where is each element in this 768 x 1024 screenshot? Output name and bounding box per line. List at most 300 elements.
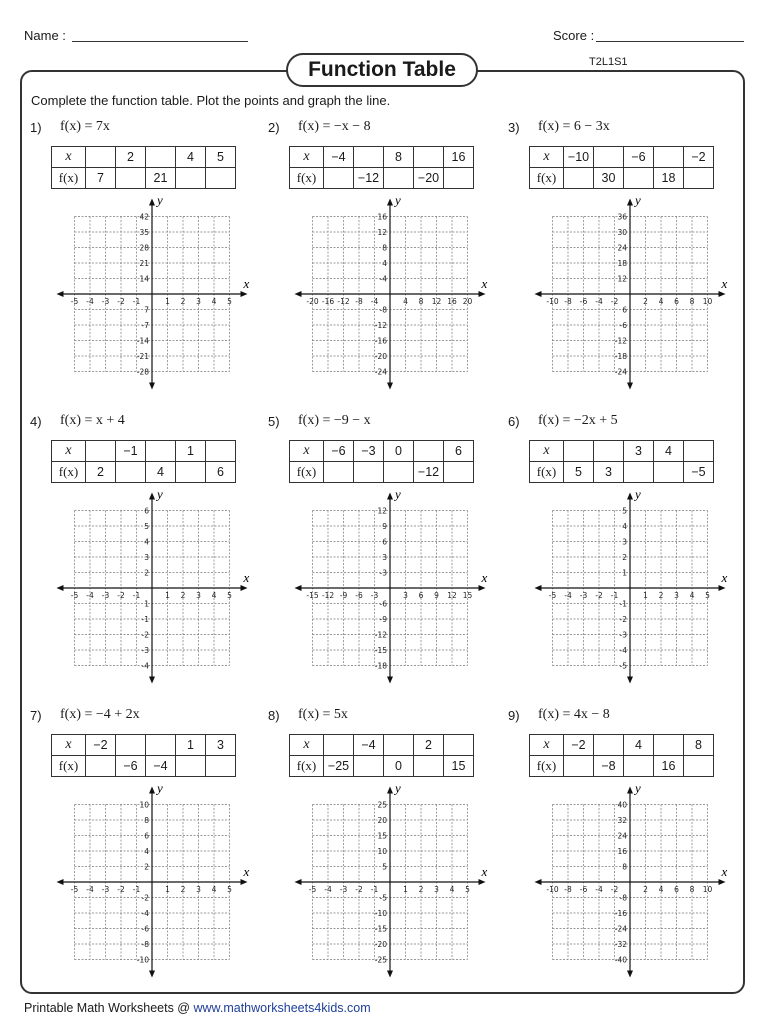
coordinate-grid[interactable]: [30, 190, 250, 380]
function-table: [51, 146, 236, 189]
axis-arrow: [719, 879, 726, 885]
x-tick-label: -2: [355, 885, 363, 894]
coordinate-grid[interactable]: [268, 778, 488, 968]
table-cell[interactable]: [684, 756, 714, 777]
table-cell[interactable]: 8: [684, 735, 714, 756]
function-rule: f(x) = −4 + 2x: [60, 707, 140, 722]
table-cell[interactable]: −3: [354, 441, 384, 462]
table-cell[interactable]: 5: [206, 147, 236, 168]
axes: [61, 497, 244, 680]
function-table: [529, 146, 714, 189]
x-tick-label: -15: [306, 591, 319, 600]
y-tick-label: 20: [377, 816, 387, 825]
table-cell[interactable]: [414, 441, 444, 462]
y-tick-label: 6: [144, 831, 149, 841]
table-cell[interactable]: −6: [324, 441, 354, 462]
table-cell[interactable]: [684, 441, 714, 462]
function-rule: f(x) = −9 − x: [298, 413, 371, 428]
axes: [299, 791, 482, 974]
problem-7: [30, 708, 270, 998]
y-tick-label: -3: [141, 646, 149, 655]
y-tick-label: 16: [377, 212, 387, 222]
x-tick-label: -12: [337, 297, 350, 306]
row-header: x: [290, 441, 324, 462]
table-cell[interactable]: 15: [444, 756, 474, 777]
table-cell[interactable]: 4: [176, 147, 206, 168]
y-tick-label: -9: [379, 615, 387, 624]
row-header: f(x): [52, 462, 86, 483]
table-cell[interactable]: 16: [444, 147, 474, 168]
table-cell[interactable]: [116, 168, 146, 189]
table-cell[interactable]: [86, 756, 116, 777]
coordinate-grid[interactable]: [508, 484, 728, 674]
x-tick-label: -2: [610, 297, 619, 306]
axis-arrow: [387, 199, 393, 206]
problem-number: 1): [30, 120, 42, 135]
axis-arrow: [387, 787, 393, 794]
table-cell[interactable]: 4: [624, 735, 654, 756]
table-cell[interactable]: [354, 462, 384, 483]
table-cell[interactable]: [624, 168, 654, 189]
x-tick-label: -8: [355, 297, 363, 306]
worksheet-title: Function Table: [286, 53, 478, 87]
y-tick-label: 30: [617, 228, 627, 237]
table-cell[interactable]: [146, 735, 176, 756]
y-tick-label: 8: [144, 816, 149, 825]
table-cell[interactable]: −4: [324, 147, 354, 168]
problem-2: [268, 120, 508, 410]
table-cell[interactable]: [176, 462, 206, 483]
y-tick-label: -20: [374, 940, 387, 949]
table-row: [52, 462, 236, 483]
y-tick-label: 14: [139, 274, 149, 284]
table-cell[interactable]: [654, 462, 684, 483]
x-axis-label: x: [481, 864, 488, 879]
y-tick-label: 3: [622, 537, 627, 547]
y-tick-label: 21: [139, 259, 149, 268]
y-axis-label: y: [395, 486, 401, 502]
function-rule: f(x) = x + 4: [60, 413, 125, 428]
x-axis-label: x: [721, 570, 728, 585]
table-row: [52, 168, 236, 189]
table-cell[interactable]: 4: [146, 462, 176, 483]
axis-arrow: [387, 383, 393, 390]
y-tick-label: -16: [374, 336, 387, 346]
x-tick-label: 3: [674, 591, 679, 600]
y-tick-label: -24: [374, 367, 387, 377]
y-tick-label: -4: [141, 661, 149, 671]
table-cell[interactable]: −4: [354, 735, 384, 756]
x-tick-label: 8: [689, 297, 695, 306]
x-tick-label: 1: [403, 885, 408, 894]
problem-number: 4): [30, 414, 42, 429]
name-label: Name :: [24, 28, 66, 43]
x-tick-label: -3: [101, 885, 110, 894]
table-row: [530, 147, 714, 168]
row-header: f(x): [290, 168, 324, 189]
x-tick-label: 4: [211, 885, 217, 894]
x-axis-label: x: [243, 864, 250, 879]
y-axis-label: y: [395, 192, 401, 208]
table-cell[interactable]: −2: [564, 735, 594, 756]
axis-arrow: [241, 879, 248, 885]
y-tick-label: 24: [617, 831, 627, 841]
x-tick-label: 5: [227, 885, 232, 894]
footer-site-link[interactable]: www.mathworksheets4kids.com: [193, 1001, 371, 1015]
table-cell[interactable]: [176, 756, 206, 777]
row-header: x: [530, 441, 564, 462]
row-header: x: [52, 735, 86, 756]
table-cell[interactable]: [206, 441, 236, 462]
table-cell[interactable]: 2: [116, 147, 146, 168]
table-cell[interactable]: 4: [654, 441, 684, 462]
x-tick-label: 2: [643, 885, 648, 894]
table-cell[interactable]: [594, 441, 624, 462]
x-tick-label: 5: [227, 297, 232, 306]
table-cell[interactable]: [206, 168, 236, 189]
function-rule: f(x) = 5x: [298, 707, 348, 722]
coordinate-grid[interactable]: [30, 778, 250, 968]
table-cell[interactable]: [324, 462, 354, 483]
y-tick-label: -3: [619, 630, 627, 640]
problem-number: 3): [508, 120, 520, 135]
y-tick-label: -4: [141, 909, 149, 918]
table-cell[interactable]: −12: [414, 462, 444, 483]
row-header: x: [52, 147, 86, 168]
row-header: x: [290, 735, 324, 756]
axis-arrow: [57, 291, 64, 297]
axis-arrow: [387, 971, 393, 978]
y-tick-label: -14: [136, 336, 149, 346]
table-cell[interactable]: [624, 462, 654, 483]
axis-arrow: [387, 493, 393, 500]
table-cell[interactable]: −10: [564, 147, 594, 168]
coordinate-grid[interactable]: [30, 484, 250, 674]
y-tick-label: -24: [614, 924, 627, 934]
function-table: [529, 734, 714, 777]
table-cell[interactable]: [324, 168, 354, 189]
table-cell[interactable]: 2: [86, 462, 116, 483]
y-tick-label: -21: [136, 352, 149, 361]
axes: [61, 791, 244, 974]
y-tick-label: 2: [622, 553, 627, 562]
x-tick-label: 4: [658, 297, 664, 306]
axis-arrow: [387, 677, 393, 684]
y-tick-label: -2: [141, 630, 149, 640]
x-tick-label: -12: [321, 591, 335, 600]
worksheet-code: T2L1S1: [589, 56, 628, 68]
coordinate-grid[interactable]: [508, 778, 728, 968]
table-cell[interactable]: [594, 735, 624, 756]
x-tick-label: -1: [132, 297, 141, 306]
table-cell[interactable]: [116, 462, 146, 483]
x-tick-label: 20: [462, 297, 473, 306]
table-cell[interactable]: [444, 735, 474, 756]
x-tick-label: -20: [306, 297, 319, 306]
function-rule: f(x) = 7x: [60, 119, 110, 134]
y-tick-label: 5: [144, 522, 149, 531]
y-tick-label: 10: [377, 847, 387, 856]
x-tick-label: -4: [86, 885, 94, 894]
y-axis-label: y: [635, 486, 641, 502]
x-tick-label: -10: [546, 297, 559, 306]
x-tick-label: -4: [595, 885, 603, 894]
y-tick-label: 5: [622, 506, 627, 516]
y-tick-label: 1: [144, 599, 149, 609]
table-cell[interactable]: [684, 168, 714, 189]
table-row: [290, 168, 474, 189]
x-tick-label: 6: [674, 297, 679, 306]
footer-text: Printable Math Worksheets @: [24, 1001, 194, 1015]
table-cell[interactable]: [324, 735, 354, 756]
table-cell[interactable]: 3: [206, 735, 236, 756]
table-cell[interactable]: −1: [116, 441, 146, 462]
axis-arrow: [479, 291, 486, 297]
x-tick-label: -10: [546, 885, 559, 894]
x-tick-label: 1: [165, 297, 170, 306]
x-tick-label: 3: [196, 297, 201, 306]
x-tick-label: 5: [705, 591, 710, 600]
y-tick-label: 6: [144, 506, 149, 516]
x-tick-label: 15: [462, 591, 473, 600]
axis-arrow: [535, 291, 542, 297]
y-tick-label: 7: [144, 305, 149, 315]
axis-arrow: [295, 291, 302, 297]
x-tick-label: -5: [70, 885, 79, 894]
coordinate-grid[interactable]: [508, 190, 728, 380]
x-axis-label: x: [243, 276, 250, 291]
table-cell[interactable]: [414, 147, 444, 168]
y-tick-label: -6: [619, 321, 627, 330]
row-header: x: [52, 441, 86, 462]
table-cell[interactable]: −20: [414, 168, 444, 189]
table-cell[interactable]: 3: [594, 462, 624, 483]
axes: [539, 791, 722, 974]
x-tick-label: 3: [196, 591, 201, 600]
x-tick-label: 8: [689, 885, 695, 894]
function-table: [289, 146, 474, 189]
x-tick-label: -1: [370, 885, 379, 894]
x-tick-label: -3: [101, 591, 110, 600]
table-cell[interactable]: [564, 168, 594, 189]
table-cell[interactable]: [384, 168, 414, 189]
table-cell[interactable]: −6: [116, 756, 146, 777]
x-tick-label: 8: [418, 297, 424, 306]
x-tick-label: 1: [643, 591, 648, 600]
problem-9: [508, 708, 748, 998]
table-cell[interactable]: −25: [324, 756, 354, 777]
x-tick-label: -5: [548, 591, 557, 600]
table-row: [52, 147, 236, 168]
table-cell[interactable]: 6: [444, 441, 474, 462]
x-axis-label: x: [721, 276, 728, 291]
table-cell[interactable]: [116, 735, 146, 756]
x-tick-label: -4: [595, 297, 603, 306]
table-cell[interactable]: 1: [176, 735, 206, 756]
y-tick-label: 4: [382, 259, 387, 268]
axis-arrow: [627, 383, 633, 390]
table-cell[interactable]: [384, 735, 414, 756]
axis-arrow: [295, 585, 302, 591]
x-tick-label: 2: [418, 885, 424, 894]
x-tick-label: -5: [70, 591, 79, 600]
function-table: [529, 440, 714, 483]
table-cell[interactable]: 30: [594, 168, 624, 189]
table-row: [290, 462, 474, 483]
table-cell[interactable]: [86, 147, 116, 168]
table-cell[interactable]: 2: [414, 735, 444, 756]
x-tick-label: -5: [70, 297, 79, 306]
function-table: [51, 440, 236, 483]
x-axis-label: x: [481, 570, 488, 585]
table-cell[interactable]: [146, 441, 176, 462]
y-tick-label: -12: [374, 630, 387, 640]
x-tick-label: 10: [702, 885, 713, 894]
table-cell[interactable]: 16: [654, 756, 684, 777]
axes: [299, 497, 482, 680]
x-tick-label: 12: [447, 591, 457, 600]
y-tick-label: -4: [619, 646, 627, 655]
table-row: [52, 756, 236, 777]
table-cell[interactable]: 0: [384, 441, 414, 462]
instructions: Complete the function table. Plot the points and graph the line.: [31, 93, 391, 108]
x-tick-label: -3: [579, 591, 588, 600]
y-tick-label: -12: [374, 321, 387, 330]
x-tick-label: 4: [658, 885, 664, 894]
table-cell[interactable]: 3: [624, 441, 654, 462]
table-cell[interactable]: −2: [86, 735, 116, 756]
axis-arrow: [719, 291, 726, 297]
table-cell[interactable]: [624, 756, 654, 777]
coordinate-grid[interactable]: [268, 190, 488, 380]
table-cell[interactable]: [354, 756, 384, 777]
row-header: f(x): [290, 756, 324, 777]
x-tick-label: -4: [370, 297, 379, 306]
score-label: Score :: [553, 28, 595, 43]
table-row: [530, 168, 714, 189]
table-cell[interactable]: [414, 756, 444, 777]
x-tick-label: -6: [579, 885, 588, 894]
coordinate-grid[interactable]: [268, 484, 488, 674]
x-tick-label: 4: [211, 297, 217, 306]
x-tick-label: -2: [117, 591, 125, 600]
y-tick-label: -15: [374, 924, 387, 934]
table-cell[interactable]: [444, 168, 474, 189]
y-tick-label: 8: [622, 862, 627, 872]
table-cell[interactable]: [564, 756, 594, 777]
y-tick-label: -1: [619, 599, 627, 609]
y-tick-label: -12: [614, 336, 627, 346]
function-rule: f(x) = −x − 8: [298, 119, 371, 134]
table-cell[interactable]: [444, 462, 474, 483]
x-tick-label: 5: [227, 591, 232, 600]
y-tick-label: -3: [379, 568, 387, 578]
table-cell[interactable]: [654, 735, 684, 756]
x-tick-label: -1: [610, 591, 619, 600]
table-cell[interactable]: 18: [654, 168, 684, 189]
table-row: [530, 756, 714, 777]
table-cell[interactable]: −6: [624, 147, 654, 168]
problem-number: 6): [508, 414, 520, 429]
table-cell[interactable]: 21: [146, 168, 176, 189]
problem-number: 9): [508, 708, 520, 723]
y-tick-label: 12: [377, 506, 387, 516]
y-tick-label: -10: [374, 909, 387, 918]
table-cell[interactable]: 8: [384, 147, 414, 168]
axis-arrow: [627, 971, 633, 978]
x-tick-label: -1: [132, 885, 141, 894]
x-tick-label: -3: [370, 591, 379, 600]
table-cell[interactable]: 7: [86, 168, 116, 189]
table-cell[interactable]: 6: [206, 462, 236, 483]
axis-arrow: [57, 585, 64, 591]
x-tick-label: 5: [465, 885, 470, 894]
y-tick-label: -2: [619, 615, 627, 624]
row-header: f(x): [530, 462, 564, 483]
x-tick-label: -2: [117, 885, 125, 894]
table-cell[interactable]: −12: [354, 168, 384, 189]
table-cell[interactable]: −5: [684, 462, 714, 483]
axis-arrow: [535, 879, 542, 885]
axes: [61, 203, 244, 386]
table-cell[interactable]: −4: [146, 756, 176, 777]
y-axis-label: y: [635, 780, 641, 796]
problem-number: 7): [30, 708, 42, 723]
axis-arrow: [149, 383, 155, 390]
table-cell[interactable]: −2: [684, 147, 714, 168]
problem-1: [30, 120, 270, 410]
x-tick-label: 3: [434, 885, 439, 894]
table-row: [530, 441, 714, 462]
problem-number: 8): [268, 708, 280, 723]
y-tick-label: -16: [614, 909, 627, 918]
table-cell[interactable]: [594, 147, 624, 168]
table-cell[interactable]: [384, 462, 414, 483]
problem-6: [508, 414, 748, 704]
table-cell[interactable]: 0: [384, 756, 414, 777]
y-tick-label: 4: [144, 537, 149, 547]
table-cell[interactable]: [176, 168, 206, 189]
score-field[interactable]: [596, 27, 744, 42]
table-cell[interactable]: [86, 441, 116, 462]
x-tick-label: -1: [132, 591, 141, 600]
x-tick-label: -2: [595, 591, 603, 600]
table-cell[interactable]: [654, 147, 684, 168]
axes: [539, 497, 722, 680]
y-tick-label: 25: [377, 800, 387, 810]
x-tick-label: -4: [564, 591, 572, 600]
table-cell[interactable]: [354, 147, 384, 168]
x-tick-label: -4: [324, 885, 332, 894]
table-cell[interactable]: 5: [564, 462, 594, 483]
table-cell[interactable]: −8: [594, 756, 624, 777]
table-cell[interactable]: [146, 147, 176, 168]
x-tick-label: 3: [403, 591, 408, 600]
row-header: x: [530, 735, 564, 756]
table-cell[interactable]: [206, 756, 236, 777]
axis-arrow: [295, 879, 302, 885]
y-tick-label: -15: [374, 646, 387, 655]
name-field[interactable]: [72, 27, 248, 42]
x-tick-label: -8: [564, 885, 572, 894]
table-row: [290, 735, 474, 756]
x-tick-label: 2: [180, 591, 186, 600]
function-rule: f(x) = −2x + 5: [538, 413, 618, 428]
row-header: f(x): [530, 168, 564, 189]
table-cell[interactable]: 1: [176, 441, 206, 462]
table-cell[interactable]: [564, 441, 594, 462]
x-tick-label: -9: [339, 591, 348, 600]
